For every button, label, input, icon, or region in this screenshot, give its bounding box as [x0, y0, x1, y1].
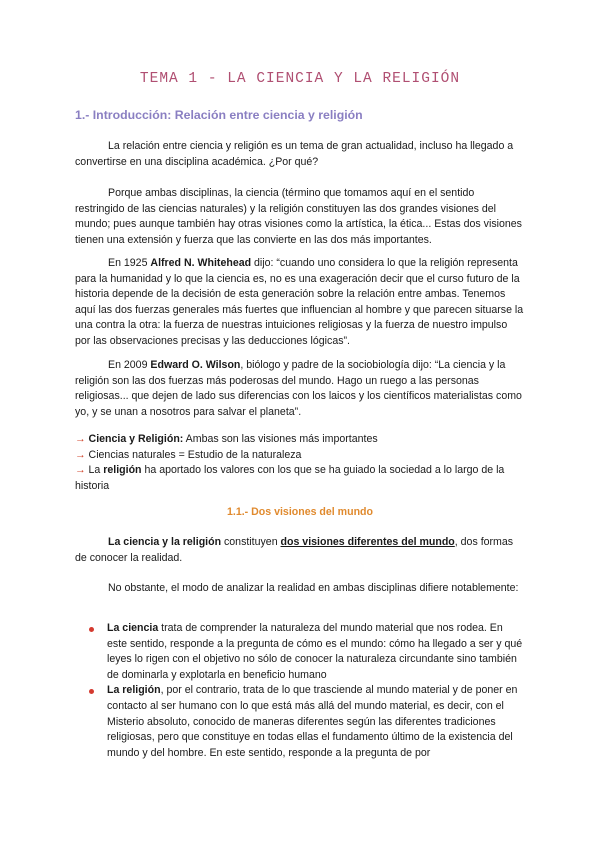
section-heading-dos-visiones: 1.1.- Dos visiones del mundo — [227, 506, 373, 518]
note-item — [75, 432, 525, 448]
arrow-icon: → — [75, 448, 86, 461]
paragraph-visiones — [75, 186, 525, 248]
author-name: Edward O. Wilson — [150, 359, 241, 371]
section-heading-introduccion: 1.- Introducción: Relación entre ciencia y religión — [75, 108, 363, 122]
list-item-text: , por el contrario, trata de lo que trasciende al mundo material y de poner en contacto al ser humano con lo que está más allá del mundo material, es decir, con el Misterio absoluto, conocido de maneras diferentes según las diferentes tradiciones religiosas, pero que constituye en todas ellas el fundamento último de la existencia del mundo y del hombre. En este sentido, responde a la pregunta de por — [107, 684, 518, 759]
note-bold: Ciencia y Religión: — [88, 433, 184, 445]
paragraph-no-obstante — [75, 581, 525, 597]
bullet-icon — [89, 689, 94, 694]
paragraph-intro — [75, 139, 525, 170]
paragraph-text: Porque ambas disciplinas, la ciencia (término que tomamos aquí en el sentido restringido de las ciencias naturales) y la religión constituyen las dos grandes visiones del mundo; pues aunque también hay otras visiones como la artística, la ética... Estas dos visiones tienen una extensión y fuerza que las convierte en las dos más importantes. — [75, 187, 522, 246]
note-bold: religión — [103, 464, 142, 477]
paragraph-whitehead — [75, 256, 525, 350]
paragraph-text: constituyen — [221, 536, 281, 548]
paragraph-dos-visiones — [75, 535, 525, 566]
note-text: Ambas son las visiones más importantes — [183, 433, 378, 445]
paragraph-text: La relación entre ciencia y religión es un tema de gran actualidad, incluso ha llegado a convertirse en una disciplina académica. ¿Por qué? — [75, 140, 514, 168]
list-item-bold: La ciencia — [107, 622, 159, 634]
paragraph-text: dijo: “cuando uno considera lo que la religión representa para la humanidad y lo que la ciencia es, no es una exageración decir que el curso futuro de la historia depende de la decisión de esta generación sobre la relación entre ambas. Tenemos aquí las dos fuerzas generales más fuertes que influencian al hombre y que parecen situarse la una contra la otra: la fuerza de nuestras intuiciones religiosas y la fuerza de nuestro impulso por las observaciones precisas y las deducciones lógicas”. — [75, 257, 524, 347]
notes-block — [75, 432, 525, 494]
author-name: Alfred N. Whitehead — [150, 257, 252, 269]
paragraph-text: En 1925 — [108, 257, 151, 269]
bullet-list — [75, 621, 525, 761]
paragraph-text: En 2009 — [108, 359, 151, 371]
list-item — [75, 621, 525, 683]
list-item-text: trata de comprender la naturaleza del mundo material que nos rodea. En este sentido, responde a la pregunta de cómo es el mundo: cómo ha llegado a ser y qué leyes lo rigen con el objetivo no sólo de conocer la naturaleza circundante sino también de dominarla y explotarla en beneficio humano — [107, 622, 523, 681]
page-title: TEMA 1 - LA CIENCIA Y LA RELIGIÓN — [139, 71, 461, 87]
paragraph-underline: dos visiones diferentes del mundo — [280, 536, 455, 548]
arrow-icon: → — [75, 464, 86, 477]
list-item — [75, 683, 525, 761]
paragraph-text: , biólogo y padre de la sociobiología dijo: “La ciencia y la religión son las dos fuerzas más poderosas del mundo. Hago un ruego a las personas religiosas... que dejen de lado sus diferencias con los laicos y los científicos materialistas como yo, y se unan a nosotros para salvar el planeta”. — [75, 359, 522, 418]
list-item-bold: La religión — [107, 684, 161, 697]
arrow-icon: → — [75, 433, 86, 445]
note-text: Ciencias naturales = Estudio de la naturaleza — [85, 448, 302, 461]
paragraph-text: No obstante, el modo de analizar la realidad en ambas disciplinas difiere notablemente: — [108, 582, 519, 594]
note-item — [75, 463, 525, 494]
note-text: La — [85, 464, 104, 477]
note-item — [75, 448, 525, 464]
paragraph-wilson — [75, 358, 525, 420]
bullet-icon — [89, 627, 94, 632]
paragraph-text: , dos formas de conocer la realidad. — [75, 536, 514, 564]
paragraph-bold: La ciencia y la religión — [108, 536, 222, 548]
note-text: ha aportado los valores con los que se ha guiado la sociedad a lo largo de la historia — [75, 464, 505, 492]
